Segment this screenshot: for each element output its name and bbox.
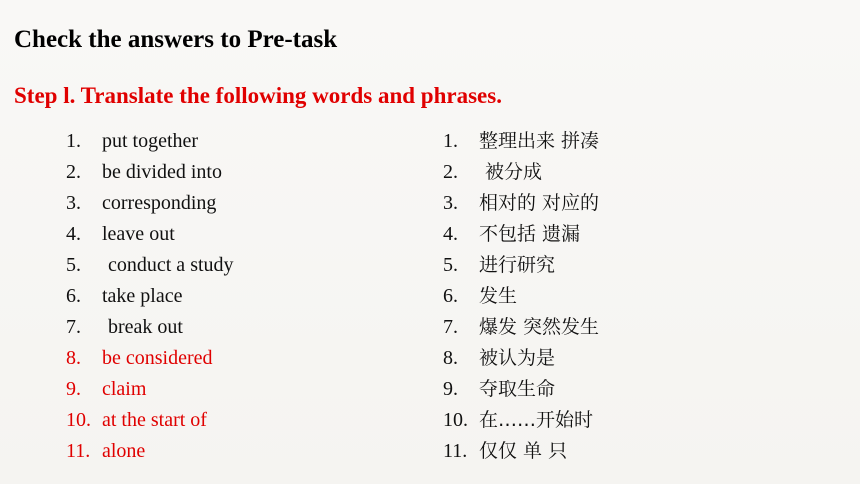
list-item (443, 376, 599, 407)
item-text: at the start of (102, 409, 207, 431)
list-item (443, 159, 599, 190)
list-item (66, 190, 234, 221)
list-item (66, 221, 234, 252)
list-item (66, 128, 234, 159)
item-number: 4. (66, 223, 81, 245)
item-number: 10. (66, 409, 91, 431)
item-text: 整理出来 拼凑 (479, 130, 600, 152)
list-item (443, 128, 599, 159)
item-number: 9. (443, 378, 458, 400)
item-number: 5. (443, 254, 458, 276)
item-text: be divided into (102, 161, 222, 183)
english-phrase-list (66, 128, 234, 469)
item-text: corresponding (102, 192, 217, 214)
item-number: 3. (66, 192, 81, 214)
list-item (443, 438, 599, 469)
item-number: 10. (443, 409, 468, 431)
item-number: 11. (443, 440, 468, 462)
page-title: Check the answers to Pre-task (14, 26, 338, 53)
list-item (66, 252, 234, 283)
list-item (443, 252, 599, 283)
list-item (443, 221, 599, 252)
list-item (443, 190, 599, 221)
item-number: 8. (443, 347, 458, 369)
item-text: leave out (102, 223, 175, 245)
item-number: 2. (66, 161, 81, 183)
item-text: claim (102, 378, 147, 400)
item-text: 在……开始时 (479, 409, 594, 431)
item-text: 爆发 突然发生 (479, 316, 600, 338)
item-text: be considered (102, 347, 213, 369)
item-text: 被认为是 (479, 347, 556, 369)
item-text: 夺取生命 (479, 378, 556, 400)
item-number: 2. (443, 161, 458, 183)
item-text: alone (102, 440, 146, 462)
item-number: 6. (443, 285, 458, 307)
item-text: take place (102, 285, 183, 307)
item-text: break out (108, 316, 183, 338)
item-number: 4. (443, 223, 458, 245)
item-number: 7. (66, 316, 81, 338)
item-text: put together (102, 130, 199, 152)
item-number: 9. (66, 378, 81, 400)
item-number: 7. (443, 316, 458, 338)
item-text: 发生 (479, 285, 518, 307)
step-title: Step l. Translate the following words and phrases. (14, 83, 502, 108)
list-item (443, 345, 599, 376)
item-number: 8. (66, 347, 81, 369)
item-number: 11. (66, 440, 91, 462)
chinese-translation-list (443, 128, 599, 469)
item-text: 被分成 (485, 161, 543, 183)
item-text: 相对的 对应的 (479, 192, 600, 214)
item-text: 进行研究 (479, 254, 556, 276)
list-item (66, 314, 234, 345)
item-number: 5. (66, 254, 81, 276)
item-text: 不包括 遗漏 (479, 223, 581, 245)
list-item (443, 283, 599, 314)
item-text: 仅仅 单 只 (479, 440, 568, 462)
list-item-highlighted (66, 376, 234, 407)
list-item-highlighted (66, 345, 234, 376)
list-item (66, 283, 234, 314)
item-number: 1. (443, 130, 458, 152)
list-item (66, 159, 234, 190)
list-item (443, 314, 599, 345)
item-number: 1. (66, 130, 81, 152)
list-item-highlighted (66, 438, 234, 469)
item-text: conduct a study (108, 254, 234, 276)
item-number: 3. (443, 192, 458, 214)
item-number: 6. (66, 285, 81, 307)
list-item-highlighted (66, 407, 234, 438)
list-item (443, 407, 599, 438)
